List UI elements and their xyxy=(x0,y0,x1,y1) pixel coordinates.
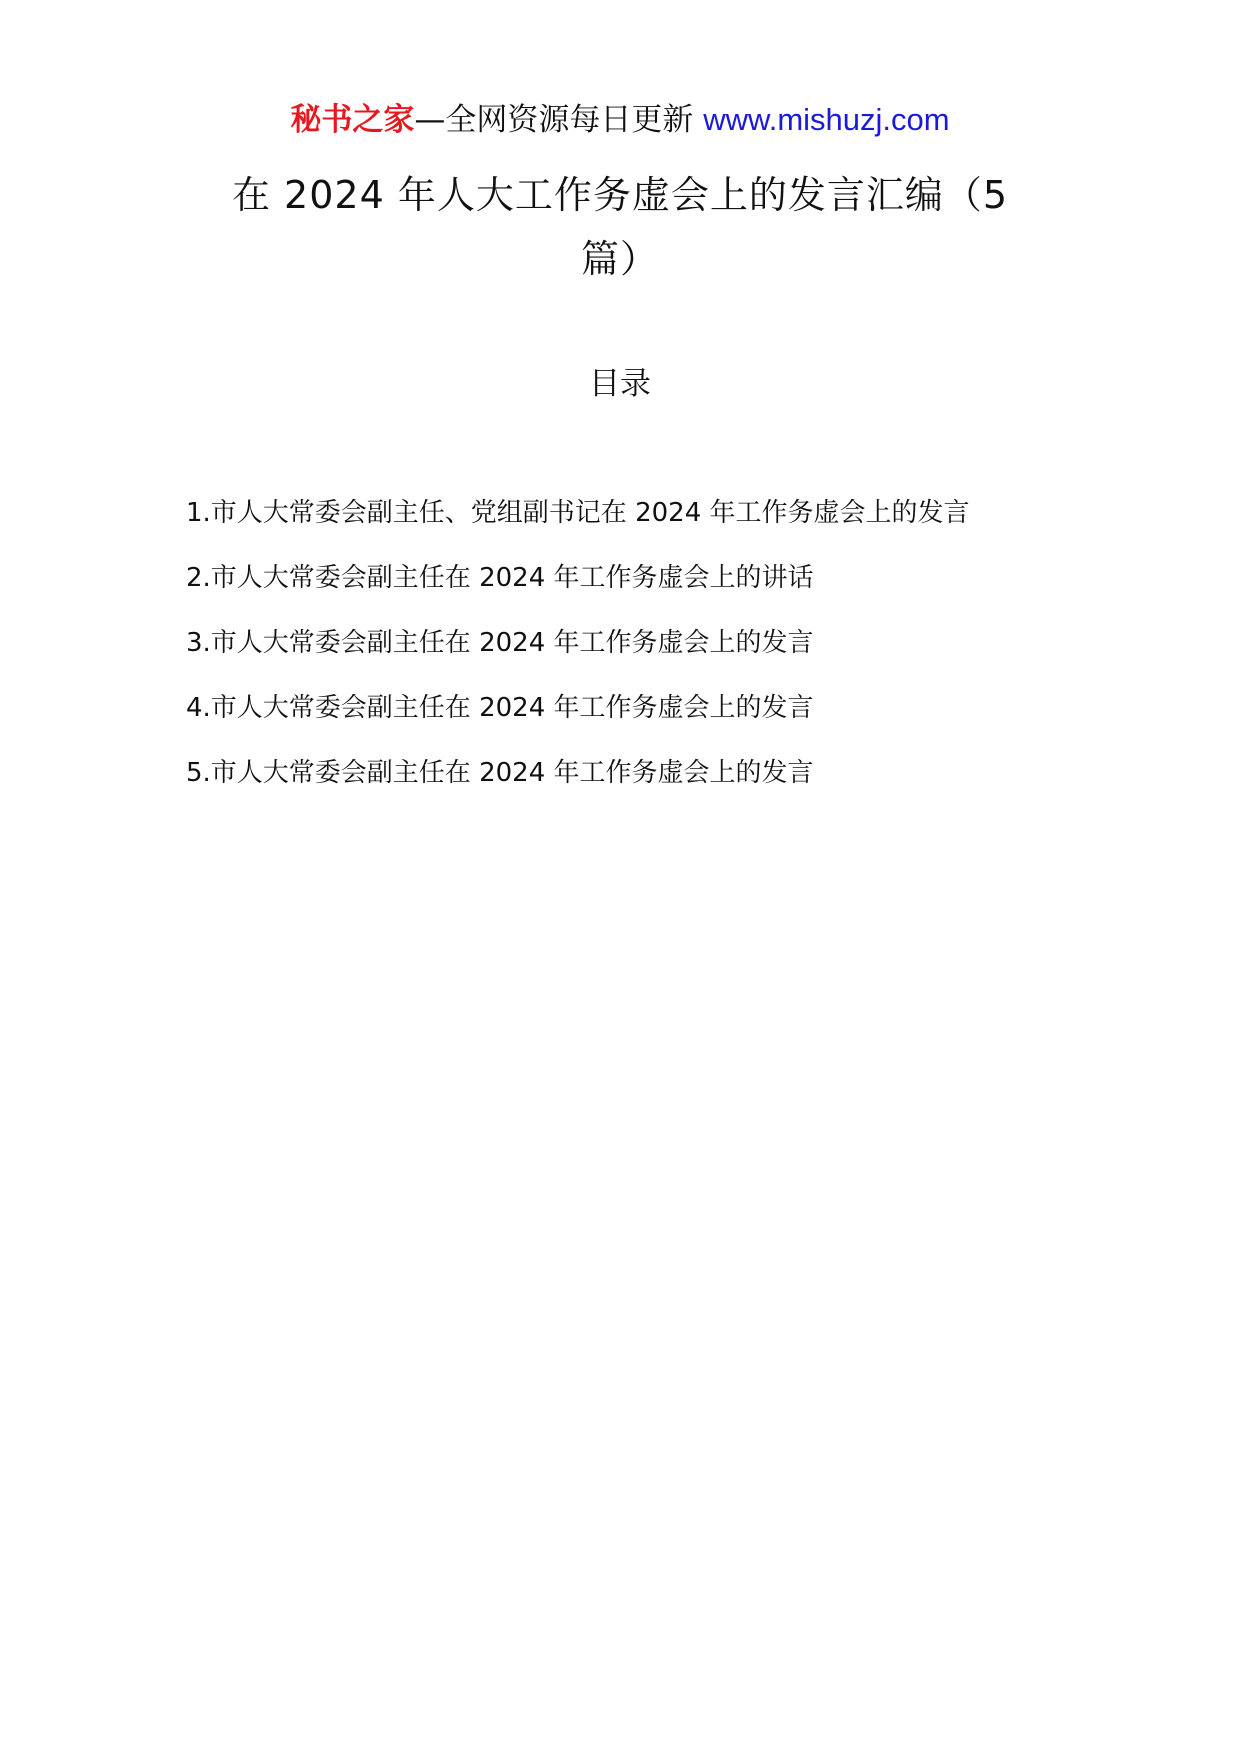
toc-item: 2.市人大常委会副主任在 2024 年工作务虚会上的讲话 xyxy=(186,563,814,593)
toc-item: 3.市人大常委会副主任在 2024 年工作务虚会上的发言 xyxy=(186,628,814,658)
toc-item: 5.市人大常委会副主任在 2024 年工作务虚会上的发言 xyxy=(186,758,814,788)
toc-heading: 目录 xyxy=(589,366,651,402)
brand-name: 秘书之家 xyxy=(290,102,415,138)
site-header xyxy=(0,98,1240,142)
document-title: 在 2024 年人大工作务虚会上的发言汇编（5 篇） xyxy=(231,173,1009,281)
site-url-link[interactable]: www.mishuzj.com xyxy=(703,102,950,137)
toc-item: 4.市人大常委会副主任在 2024 年工作务虚会上的发言 xyxy=(186,693,814,723)
header-tagline: —全网资源每日更新 xyxy=(414,102,694,138)
table-of-contents xyxy=(186,494,1086,819)
toc-item: 1.市人大常委会副主任、党组副书记在 2024 年工作务虚会上的发言 xyxy=(186,498,970,528)
